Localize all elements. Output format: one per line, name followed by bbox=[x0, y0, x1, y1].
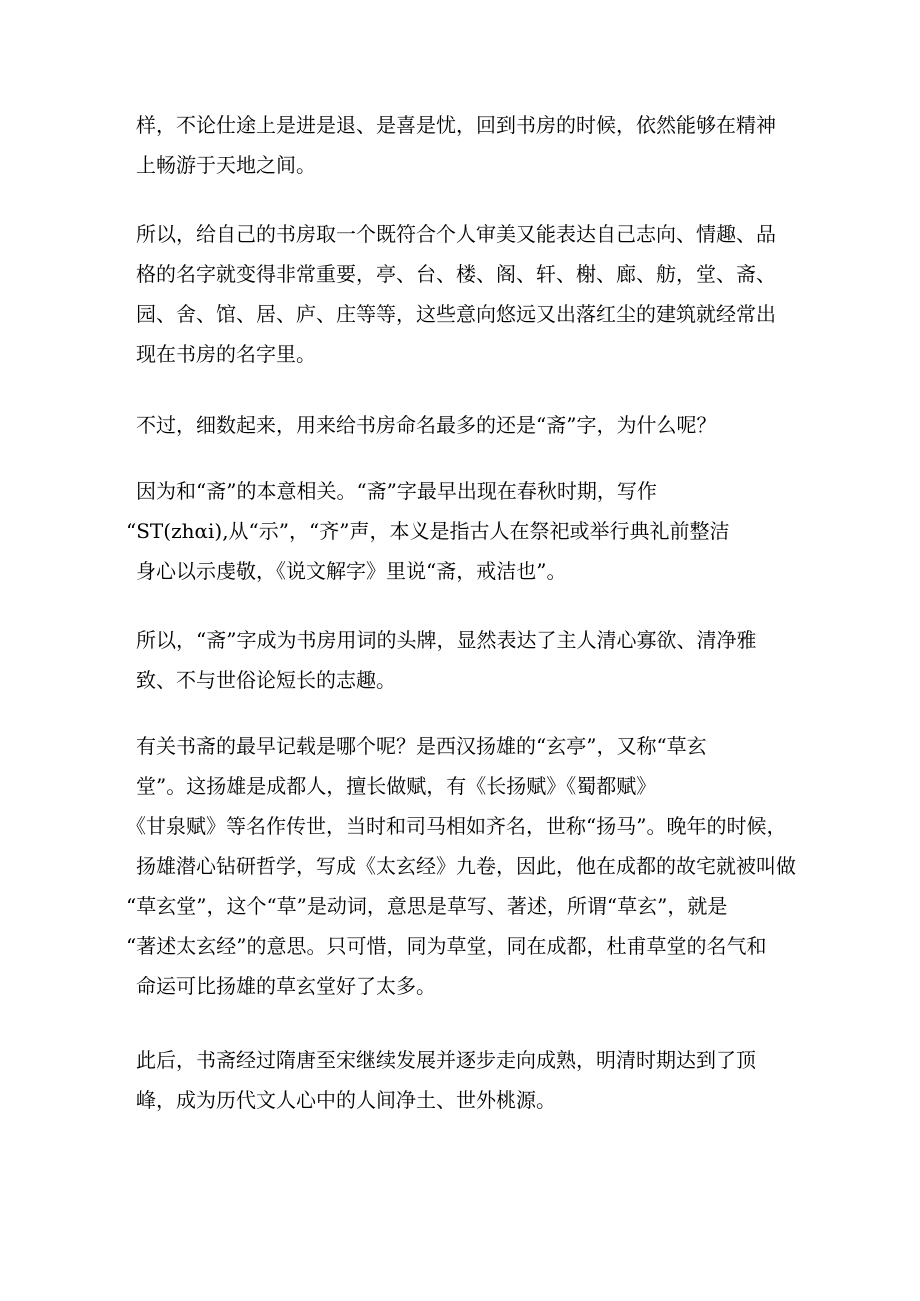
text-line: “草玄堂”，这个“草”是动词，意思是草写、著述，所谓“草玄”，就是 bbox=[126, 894, 728, 918]
text-line: 扬雄潜心钻研哲学，写成《太玄经》九卷，因此，他在成都的故宅就被叫做 bbox=[136, 854, 796, 878]
text-line: 身心以示虔敬，《说文解字》里说“斋，戒洁也”。 bbox=[136, 559, 567, 583]
paragraph bbox=[136, 1040, 796, 1120]
paragraph bbox=[126, 726, 796, 1006]
text-line: 所以，“斋”字成为书房用词的头牌，显然表达了主人清心寡欲、清净雅 bbox=[136, 628, 757, 652]
text-line: 致、不与世俗论短长的志趣。 bbox=[136, 668, 396, 692]
text-line: 峰，成为历代文人心中的人间净土、世外桃源。 bbox=[136, 1088, 556, 1112]
text-line: 因为和“斋”的本意相关。“斋”字最早出现在春秋时期，写作 bbox=[136, 479, 657, 503]
text-line: 样，不论仕途上是进是退、是喜是忧，回到书房的时候，依然能够在精神 bbox=[136, 113, 776, 137]
text-line: 堂”。这扬雄是成都人，擅长做赋，有《长扬赋》《蜀都赋》 bbox=[136, 774, 657, 798]
text-line: 《甘泉赋》等名作传世，当时和司马相如齐名，世称“扬马”。晚年的时候， bbox=[126, 814, 787, 838]
paragraph bbox=[126, 471, 796, 591]
text-line: 命运可比扬雄的草玄堂好了太多。 bbox=[136, 974, 436, 998]
paragraph bbox=[136, 214, 796, 374]
text-line: 园、舍、馆、居、庐、庄等等，这些意向悠远又出落红尘的建筑就经常出 bbox=[136, 302, 776, 326]
text-line: “著述太玄经”的意思。只可惜，同为草堂，同在成都，杜甫草堂的名气和 bbox=[126, 934, 767, 958]
paragraph bbox=[136, 405, 796, 445]
paragraph bbox=[136, 105, 796, 185]
text-line: 有关书斋的最早记载是哪个呢？是西汉扬雄的“玄亭”，又称“草玄 bbox=[136, 734, 707, 758]
text-line: 所以，给自己的书房取一个既符合个人审美又能表达自己志向、情趣、品 bbox=[136, 222, 776, 246]
text-line: “ST(zhαi),从“示”，“齐”声，本义是指古人在祭祀或举行典礼前整洁 bbox=[126, 519, 730, 543]
text-line: 格的名字就变得非常重要，亭、台、楼、阁、轩、榭、廊、舫，堂、斋、 bbox=[136, 262, 776, 286]
text-line: 不过，细数起来，用来给书房命名最多的还是“斋”字，为什么呢？ bbox=[136, 413, 717, 437]
paragraph bbox=[136, 620, 796, 700]
text-line: 上畅游于天地之间。 bbox=[136, 153, 316, 177]
text-line: 现在书房的名字里。 bbox=[136, 342, 316, 366]
text-line: 此后，书斋经过隋唐至宋继续发展并逐步走向成熟，明清时期达到了顶 bbox=[136, 1048, 756, 1072]
